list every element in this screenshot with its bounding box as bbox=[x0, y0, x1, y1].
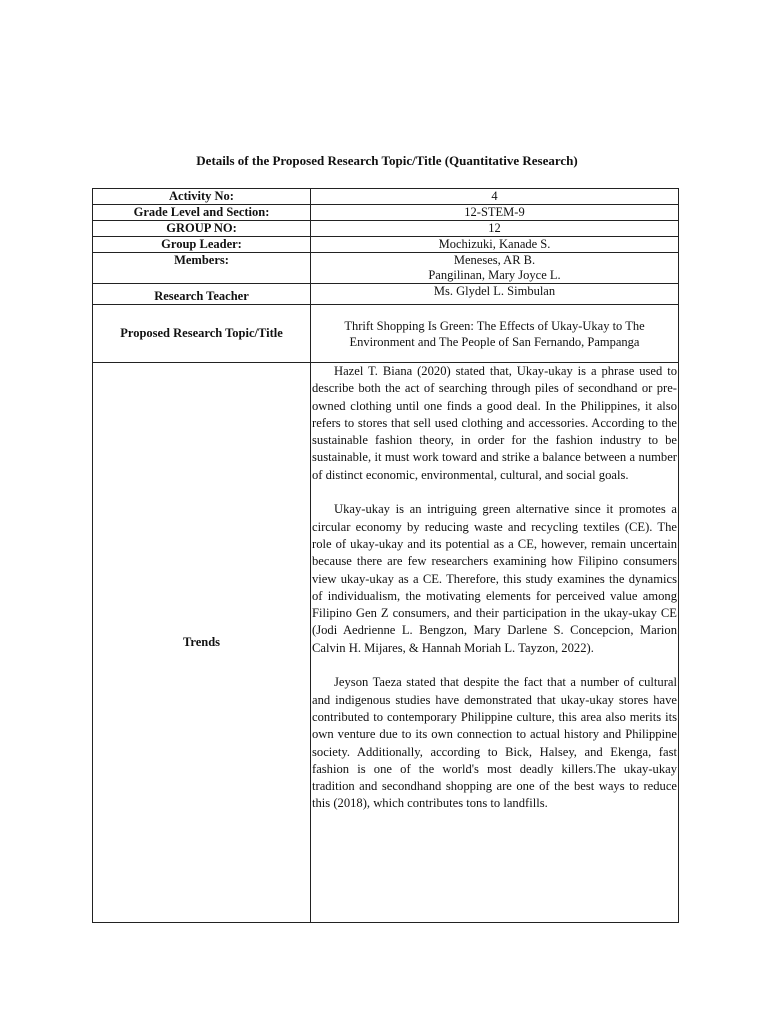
table-row bbox=[93, 363, 679, 923]
trends-paragraph: Ukay-ukay is an intriguing green alternative since it promotes a circular economy by reducing waste and recycling textiles (CE). The role of ukay-ukay and its potential as a CE, however, remain uncertain because there are few researchers examining how Filipino consumers view ukay-ukay as a CE. Therefore, this study examines the dynamics of individualism, the motivating elements for perceived value among Filipino Gen Z consumers, and their participation in the ukay-ukay CE (Jodi Aedrienne L. Bengzon, Mary Darlene S. Concepcion, Marion Calvin H. Mijares, & Hannah Moriah L. Tayzon, 2022). bbox=[312, 502, 677, 655]
table-row bbox=[93, 237, 679, 253]
leader-label: Group Leader: bbox=[93, 237, 311, 253]
leader-value: Mochizuki, Kanade S. bbox=[311, 237, 679, 253]
trends-paragraph: Hazel T. Biana (2020) stated that, Ukay-ukay is a phrase used to describe both the act of searching through piles of secondhand or pre-owned clothing until one finds a good deal. In the Philippines, it also refers to stores that sell used clothing and accessories. According to the sustainable fashion theory, in order for the fashion industry to be sustainable, it must work toward and strike a balance between a number of distinct economic, environmental, cultural, and social goals. bbox=[312, 364, 677, 482]
table-row bbox=[93, 305, 679, 363]
trends-text bbox=[311, 363, 679, 923]
member-name: Meneses, AR B. bbox=[453, 253, 536, 267]
members-label: Members: bbox=[93, 253, 311, 284]
table-row bbox=[93, 221, 679, 237]
activity-value: 4 bbox=[311, 189, 679, 205]
member-name: Pangilinan, Mary Joyce L. bbox=[428, 268, 561, 282]
activity-label: Activity No: bbox=[93, 189, 311, 205]
group-label: GROUP NO: bbox=[93, 221, 311, 237]
teacher-value: Ms. Glydel L. Simbulan bbox=[311, 284, 679, 305]
grade-label: Grade Level and Section: bbox=[93, 205, 311, 221]
trends-paragraph: Jeyson Taeza stated that despite the fact that a number of cultural and indigenous studies have demonstrated that ukay-ukay stores have contributed to contemporary Philippine culture, this area also merits its own venture due to its own connection to actual history and Philippine society. Additionally, according to Bick, Halsey, and Ekenga, fast fashion is one of the world's most deadly killers.The ukay-ukay tradition and secondhand shopping are one of the best ways to reduce this (2018), which contributes tons to landfills. bbox=[312, 675, 677, 811]
trends-label: Trends bbox=[93, 363, 311, 923]
page-title: Details of the Proposed Research Topic/Title (Quantitative Research) bbox=[196, 153, 578, 168]
teacher-label: Research Teacher bbox=[93, 284, 311, 305]
table-row bbox=[93, 284, 679, 305]
topic-label: Proposed Research Topic/Title bbox=[93, 305, 311, 363]
table-row bbox=[93, 253, 679, 284]
members-value bbox=[311, 253, 679, 284]
research-details-table bbox=[92, 188, 679, 923]
group-value: 12 bbox=[311, 221, 679, 237]
table-row bbox=[93, 205, 679, 221]
topic-value: Thrift Shopping Is Green: The Effects of Ukay-Ukay to The Environment and The People of San Fernando, Pampanga bbox=[311, 305, 679, 363]
grade-value: 12-STEM-9 bbox=[311, 205, 679, 221]
table-row bbox=[93, 189, 679, 205]
